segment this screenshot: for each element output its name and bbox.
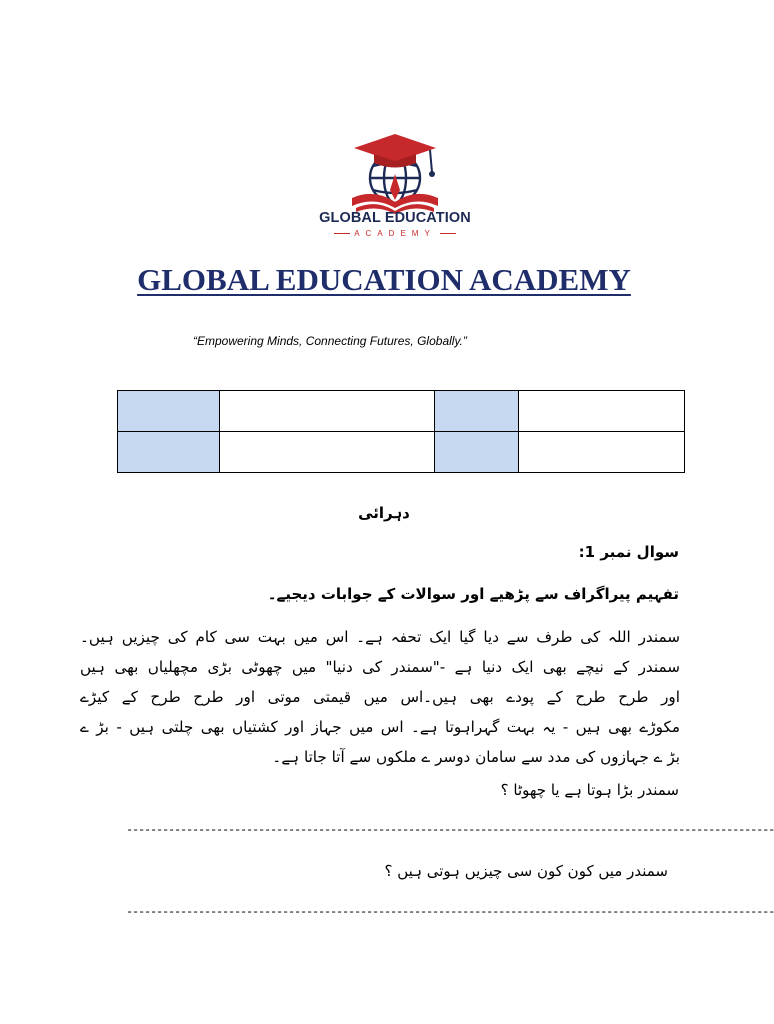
logo-name: GLOBAL EDUCATION	[319, 210, 471, 226]
answer-line-2[interactable]: ------------------------------------------------------------------------------------------------------------	[126, 905, 774, 919]
question-2: سمندر میں کون کون سی چیزیں ہوتی ہیں ؟	[384, 862, 668, 880]
paragraph-line: اور طرح طرح کے پودے بھی ہیں۔اس میں قیمتی موتی اور طرح طرح کے کیڑے	[80, 688, 680, 706]
value-cell[interactable]	[219, 432, 435, 473]
logo-subname: ACADEMY	[300, 229, 490, 238]
label-cell	[118, 432, 220, 473]
paragraph-line: سمندر کے نیچے بھی ایک دنیا ہے -"سمندر کی دنیا" میں چھوٹی بڑی مچھلیاں بھی ہیں	[80, 658, 680, 676]
section-heading: دہرائی	[358, 504, 410, 522]
value-cell[interactable]	[519, 391, 685, 432]
table-row	[118, 391, 685, 432]
question-1: سمندر بڑا ہوتا ہے یا چھوٹا ؟	[500, 781, 679, 799]
student-info-table	[117, 390, 685, 473]
paragraph-line: مکوڑے بھی ہیں - یہ بہت گہراہوتا ہے۔ اس میں جہاز اور کشتیاں بھی چلتی ہیں - بڑ ے	[80, 718, 680, 736]
page-title: GLOBAL EDUCATION ACADEMY	[137, 262, 631, 297]
slogan: “Empowering Minds, Connecting Futures, Globally.”	[193, 334, 467, 348]
value-cell[interactable]	[519, 432, 685, 473]
value-cell[interactable]	[219, 391, 435, 432]
label-cell	[435, 391, 519, 432]
label-cell	[118, 391, 220, 432]
label-cell	[435, 432, 519, 473]
paragraph-line: سمندر اللہ کی طرف سے دیا گیا ایک تحفہ ہے۔ اس میں بہت سی کام کی چیزیں ہیں۔	[80, 628, 680, 646]
instruction: تفہیم پیراگراف سے پڑھیے اور سوالات کے جوابات دیجیے۔	[267, 585, 679, 603]
graduation-cap-icon	[354, 134, 436, 177]
table-row	[118, 432, 685, 473]
answer-line-1[interactable]: ------------------------------------------------------------------------------------------------------------	[126, 823, 774, 837]
comprehension-paragraph	[80, 622, 680, 772]
paragraph-line: بڑ ے جہازوں کی مدد سے سامان دوسر ے ملکوں سے آتا جاتا ہے۔	[272, 748, 680, 766]
question-number: سوال نمبر 1:	[578, 543, 679, 561]
